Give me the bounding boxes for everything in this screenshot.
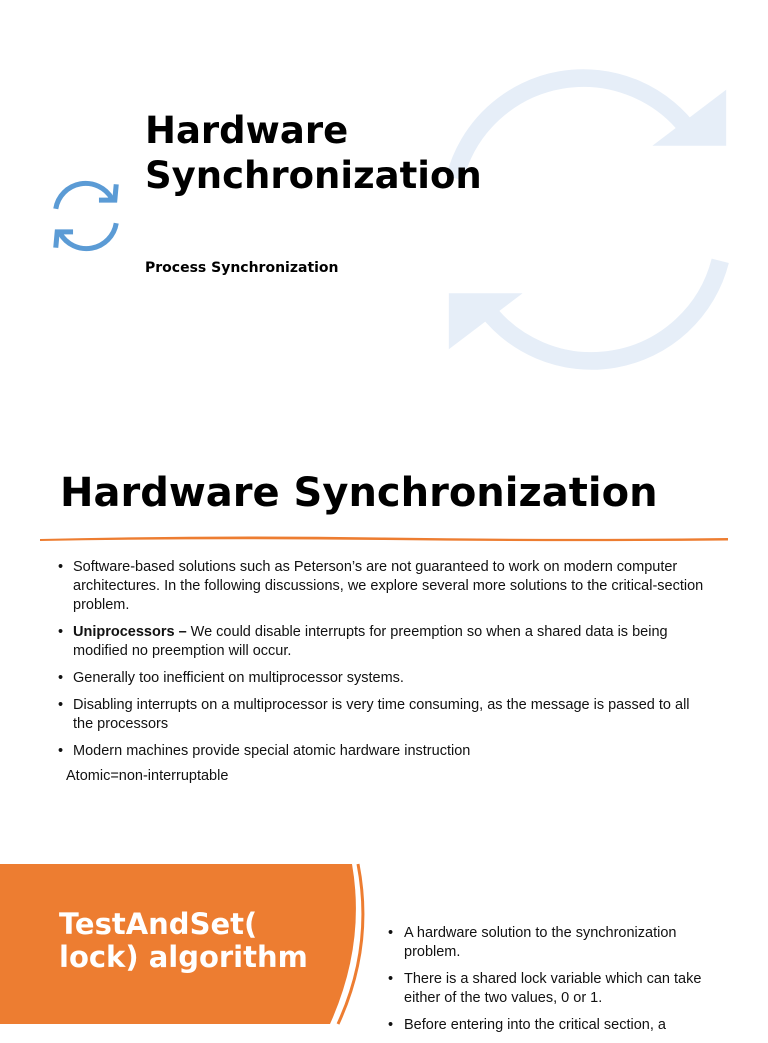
bullet-list <box>388 924 718 1043</box>
bullet-item: • Disabling interrupts on a multiprocessor is very time consuming, as the message is passed to all the processors <box>58 697 690 732</box>
sync-icon <box>48 180 124 252</box>
bullet-list <box>58 558 708 769</box>
slide-title: TestAndSet( lock) algorithm <box>59 907 308 974</box>
slide-subtitle: Process Synchronization <box>145 260 339 276</box>
bullet-item: • A hardware solution to the synchronization problem. <box>388 925 677 960</box>
bullet-item: • Before entering into the critical section, a <box>388 1017 666 1033</box>
slide-title: Hardware Synchronization <box>60 470 658 516</box>
brush-divider <box>40 533 728 543</box>
title-slide <box>0 0 768 432</box>
bullet-item: • Generally too inefficient on multiprocessor systems. <box>58 670 404 686</box>
bullet-item: • There is a shared lock variable which can take either of the two values, 0 or 1. <box>388 971 702 1006</box>
atomic-note: Atomic=non-interruptable <box>66 768 229 784</box>
bullet-item: • Uniprocessors – We could disable interrupts for preemption so when a shared data is being modified no preemption will occur. <box>58 624 668 659</box>
bullet-lead: Uniprocessors – <box>73 624 187 640</box>
hardware-sync-slide <box>0 432 768 864</box>
testandset-slide <box>0 864 768 1033</box>
bullet-item: • Software-based solutions such as Peterson’s are not guaranteed to work on modern computer architectures. In the following discussions, we explore several more solutions to the critical-section problem. <box>58 559 704 613</box>
slide-title: Hardware Synchronization <box>145 109 482 197</box>
bullet-item: • Modern machines provide special atomic hardware instruction <box>58 743 471 759</box>
large-sync-watermark-icon <box>440 72 735 367</box>
